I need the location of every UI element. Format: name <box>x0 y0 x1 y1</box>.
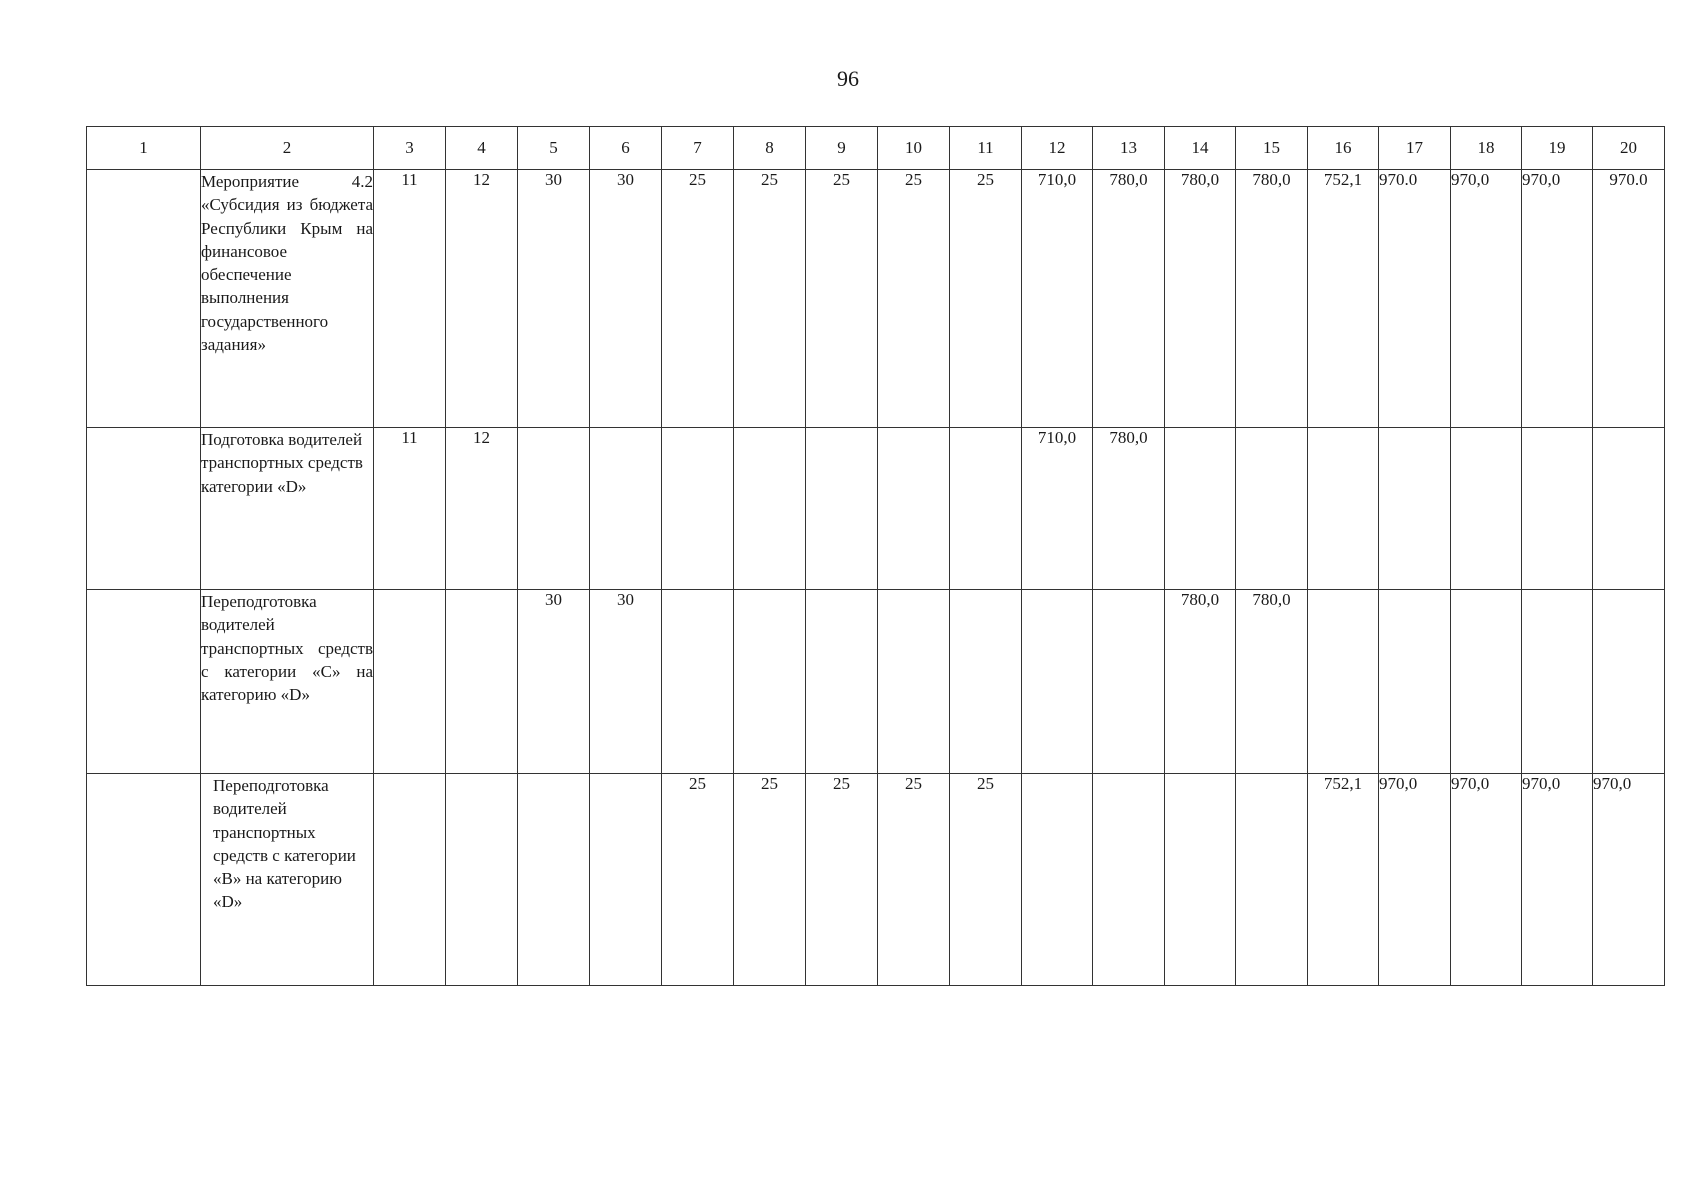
value-cell <box>1308 428 1379 590</box>
activity-description: Переподготовка водителей транспортных средств с категории «С» на категорию «D» <box>201 590 374 774</box>
page-number: 96 <box>837 66 859 91</box>
value-cell: 780,0 <box>1093 428 1165 590</box>
value-cell <box>1022 774 1093 986</box>
value-cell: 30 <box>590 170 662 428</box>
header-cell: 13 <box>1093 127 1165 170</box>
table-row <box>87 590 1665 774</box>
value-cell <box>374 774 446 986</box>
value-cell <box>1593 428 1665 590</box>
value-cell: 710,0 <box>1022 428 1093 590</box>
value-cell: 970.0 <box>1379 170 1451 428</box>
value-cell: 970,0 <box>1451 774 1522 986</box>
value-cell: 970,0 <box>1522 170 1593 428</box>
value-cell <box>446 590 518 774</box>
header-cell: 3 <box>374 127 446 170</box>
value-cell: 25 <box>806 774 878 986</box>
value-cell: 11 <box>374 428 446 590</box>
activity-description: Переподготовка водителей транспортных средств с категории «В» на категорию «D» <box>201 774 374 986</box>
value-cell: 25 <box>950 170 1022 428</box>
value-cell <box>1451 428 1522 590</box>
value-cell <box>950 590 1022 774</box>
header-cell: 7 <box>662 127 734 170</box>
value-cell <box>1093 590 1165 774</box>
value-cell <box>1451 590 1522 774</box>
value-cell <box>1022 590 1093 774</box>
value-cell <box>734 590 806 774</box>
value-cell <box>662 428 734 590</box>
value-cell: 25 <box>950 774 1022 986</box>
value-cell: 30 <box>590 590 662 774</box>
value-cell: 970,0 <box>1451 170 1522 428</box>
value-cell <box>806 428 878 590</box>
value-cell: 25 <box>662 170 734 428</box>
value-cell: 25 <box>734 774 806 986</box>
value-cell <box>734 428 806 590</box>
value-cell <box>1379 428 1451 590</box>
value-cell <box>878 428 950 590</box>
value-cell <box>518 774 590 986</box>
value-cell <box>1593 590 1665 774</box>
header-cell: 15 <box>1236 127 1308 170</box>
header-cell: 18 <box>1451 127 1522 170</box>
value-cell: 30 <box>518 590 590 774</box>
row-number-cell <box>87 590 201 774</box>
value-cell <box>518 428 590 590</box>
activity-description: Подготовка водителей транспортных средств категории «D» <box>201 428 374 590</box>
header-row <box>87 127 1665 170</box>
value-cell <box>1165 774 1236 986</box>
header-cell: 16 <box>1308 127 1379 170</box>
value-cell <box>806 590 878 774</box>
value-cell <box>662 590 734 774</box>
header-cell: 19 <box>1522 127 1593 170</box>
value-cell <box>590 774 662 986</box>
header-cell: 5 <box>518 127 590 170</box>
value-cell: 970.0 <box>1593 170 1665 428</box>
row-number-cell <box>87 170 201 428</box>
value-cell <box>590 428 662 590</box>
value-cell: 25 <box>806 170 878 428</box>
value-cell <box>1522 428 1593 590</box>
row-number-cell <box>87 428 201 590</box>
header-cell: 9 <box>806 127 878 170</box>
value-cell: 12 <box>446 428 518 590</box>
data-table <box>86 126 1665 986</box>
header-cell: 20 <box>1593 127 1665 170</box>
header-cell: 14 <box>1165 127 1236 170</box>
value-cell: 25 <box>878 774 950 986</box>
value-cell <box>1379 590 1451 774</box>
value-cell: 25 <box>662 774 734 986</box>
value-cell: 752,1 <box>1308 170 1379 428</box>
table-row <box>87 774 1665 986</box>
value-cell: 30 <box>518 170 590 428</box>
table-row <box>87 170 1665 428</box>
value-cell: 12 <box>446 170 518 428</box>
header-cell: 12 <box>1022 127 1093 170</box>
value-cell: 25 <box>878 170 950 428</box>
value-cell: 780,0 <box>1236 590 1308 774</box>
value-cell: 780,0 <box>1093 170 1165 428</box>
value-cell <box>374 590 446 774</box>
header-cell: 2 <box>201 127 374 170</box>
value-cell: 11 <box>374 170 446 428</box>
header-cell: 11 <box>950 127 1022 170</box>
value-cell <box>1165 428 1236 590</box>
value-cell: 970,0 <box>1379 774 1451 986</box>
value-cell <box>1236 774 1308 986</box>
header-cell: 4 <box>446 127 518 170</box>
value-cell <box>1236 428 1308 590</box>
value-cell <box>446 774 518 986</box>
activity-description: Мероприятие 4.2 «Субсидия из бюджета Республики Крым на финансовое обеспечение выполнения государственного задания» <box>201 170 374 428</box>
value-cell: 970,0 <box>1593 774 1665 986</box>
value-cell: 780,0 <box>1165 170 1236 428</box>
value-cell: 970,0 <box>1522 774 1593 986</box>
value-cell: 710,0 <box>1022 170 1093 428</box>
header-cell: 10 <box>878 127 950 170</box>
row-number-cell <box>87 774 201 986</box>
value-cell <box>950 428 1022 590</box>
value-cell: 780,0 <box>1236 170 1308 428</box>
value-cell: 25 <box>734 170 806 428</box>
header-cell: 1 <box>87 127 201 170</box>
header-cell: 17 <box>1379 127 1451 170</box>
value-cell <box>1522 590 1593 774</box>
value-cell: 752,1 <box>1308 774 1379 986</box>
value-cell <box>1093 774 1165 986</box>
value-cell <box>878 590 950 774</box>
table-row <box>87 428 1665 590</box>
value-cell <box>1308 590 1379 774</box>
header-cell: 8 <box>734 127 806 170</box>
header-cell: 6 <box>590 127 662 170</box>
value-cell: 780,0 <box>1165 590 1236 774</box>
